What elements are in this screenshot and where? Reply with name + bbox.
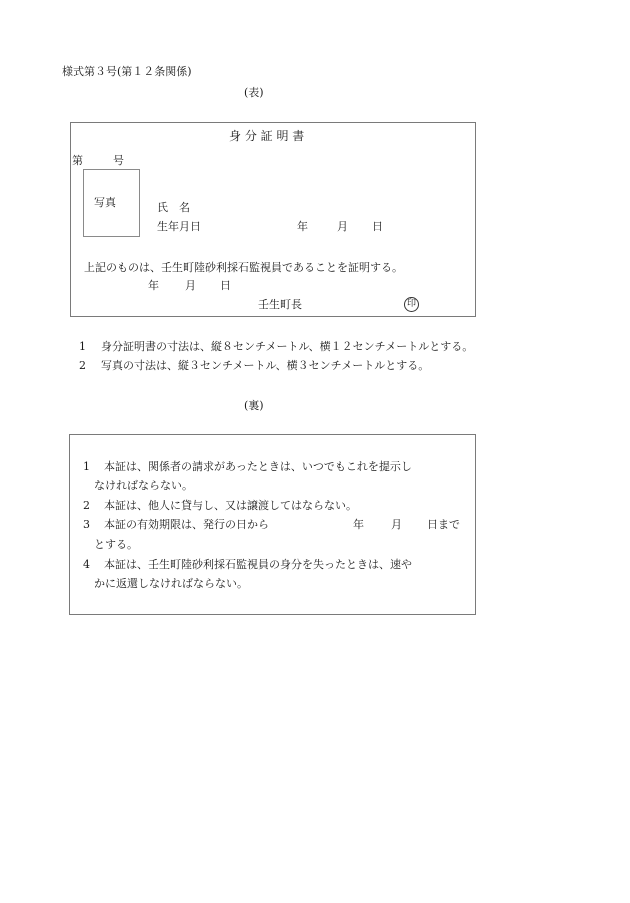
front-side-label: (表) [244,86,264,99]
dob-year: 年 [297,220,308,233]
dob-month: 月 [337,220,348,233]
back-item-3-cont: とする。 [94,538,138,551]
back-item-1-cont: なければならない。 [94,479,193,492]
note-number: 1 [79,340,86,353]
back-item-1: 1 本証は、関係者の請求があったときは、いつでもこれを提示し [83,460,412,473]
form-number-label: 様式第３号(第１２条関係) [62,65,192,78]
back-item-2: 2 本証は、他人に貸与し、又は譲渡してはならない。 [83,499,357,512]
photo-box [83,169,140,237]
back-item-4: 4 本証は、壬生町陸砂利採石監視員の身分を失ったときは、速や [83,558,412,571]
issuer-title: 壬生町長 [258,298,302,311]
id-card-back [69,434,476,615]
note-2 [79,360,429,371]
number-suffix: 号 [113,154,124,167]
dob-day: 日 [372,220,383,233]
note-text: 写真の寸法は、縦３センチメートル、横３センチメートルとする。 [101,359,430,372]
note-1 [79,341,473,352]
issue-month: 月 [185,279,196,292]
note-number: 2 [79,359,86,372]
certification-text: 上記のものは、壬生町陸砂利採石監視員であることを証明する。 [84,261,403,274]
photo-label: 写真 [94,196,116,209]
dob-label: 生年月日 [157,220,201,233]
name-label: 氏 名 [157,201,190,214]
note-text: 身分証明書の寸法は、縦８センチメートル、横１２センチメートルとする。 [101,340,474,353]
back-item-3: 3 本証の有効期限は、発行の日から [83,518,269,531]
back-item-4-cont: かに返還しなければならない。 [94,577,248,590]
issue-day: 日 [220,279,231,292]
seal-icon: 印 [404,297,419,312]
validity-month: 月 [391,518,402,531]
back-side-label: (裏) [244,399,264,412]
validity-day: 日まで [427,518,460,531]
number-prefix: 第 [72,154,83,167]
card-title: 身 分 証 明 書 [229,129,305,143]
validity-year: 年 [353,518,364,531]
issue-year: 年 [148,279,159,292]
id-card-front [70,122,476,317]
